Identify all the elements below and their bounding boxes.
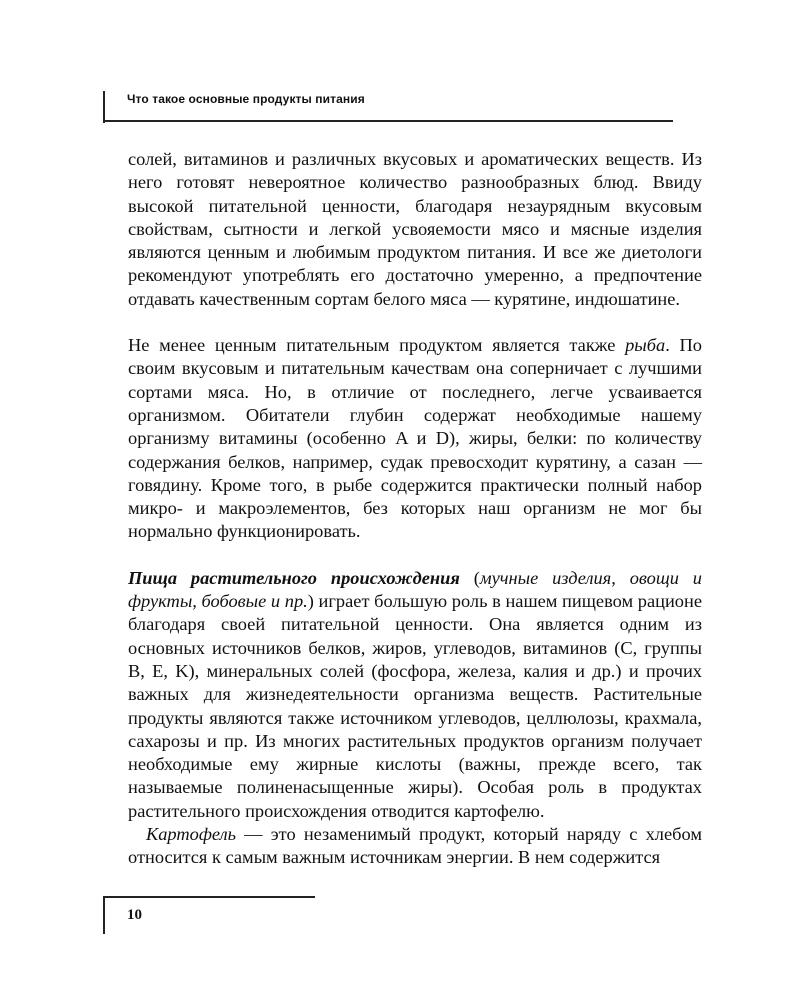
- paragraph-potato: [128, 823, 702, 870]
- paragraph-potato-text: — это незаменимый продукт, который наряду с хлебом относится к самым важным источникам энергии. В нем содержится: [128, 824, 702, 868]
- paragraph-fish-lead: Не менее ценным питательным продуктом является также: [128, 335, 626, 356]
- paren-open: (: [459, 567, 480, 588]
- footer-horizontal-rule: [103, 896, 315, 898]
- header-vertical-rule: [103, 91, 105, 123]
- paragraph-meat: [128, 148, 702, 311]
- footer-vertical-rule: [103, 896, 105, 934]
- body-text: [128, 148, 702, 870]
- running-header: Что такое основные продукты питания: [127, 92, 365, 106]
- paragraph-plant-food: [128, 567, 702, 823]
- term-plant-food: Пища растительного происхождения: [128, 567, 460, 588]
- paragraph-meat-text: солей, витаминов и различных вкусовых и ароматических веществ. Из него готовят невероятное количество разнообразных блюд. Ввиду высокой питательной ценности, благодаря незаурядным вкусовым свойствам, сытности и легкой усвояемости мясо и мясные изделия являются ценным и любимым продуктом питания. И все же диетологи рекомендуют употреблять его достаточно умеренно, а предпочтение отдавать качественным сортам белого мяса — курятине, индюшатине.: [128, 149, 702, 309]
- plant-food-examples: мучные изделия, овощи и фрукты, бобовые и пр.: [128, 567, 702, 612]
- paragraph-fish-text: . По своим вкусовым и питательным качествам она соперничает с лучшими сортами мяса. Но, в отличие от последнего, легче усваивается организмом. Обитатели глубин содержат необходимые нашему организму витамины (особенно A и D), жиры, белки: по количеству содержания белков, например, судак превосходит курятину, а сазан — говядину. Кроме того, в рыбе содержится практически полный набор микро- и макроэлементов, без которых наш организм не мог бы нормально функционировать.: [128, 335, 702, 542]
- paragraph-fish: [128, 334, 702, 544]
- term-potato: Картофель: [146, 824, 236, 845]
- term-fish: рыба: [625, 335, 666, 356]
- paragraph-plant-food-text: ) играет большую роль в нашем пищевом рационе благодаря своей питательной ценности. Она является одним из основных источников белков, жиров, углеводов, витаминов (C, группы B, E, K), минеральных солей (фосфора, железа, калия и др.) и прочих важных для жизнедеятельности организма веществ. Растительные продукты являются также источником углеводов, целлюлозы, крахмала, сахарозы и пр. Из многих растительных продуктов организм получает необходимые ему жирные кислоты (важны, прежде всего, так называемые полиненасыщенные жиры). Особая роль в продуктах растительного происхождения отводится картофелю.: [128, 591, 702, 821]
- header-horizontal-rule: [103, 120, 673, 122]
- page-number: 10: [127, 907, 142, 923]
